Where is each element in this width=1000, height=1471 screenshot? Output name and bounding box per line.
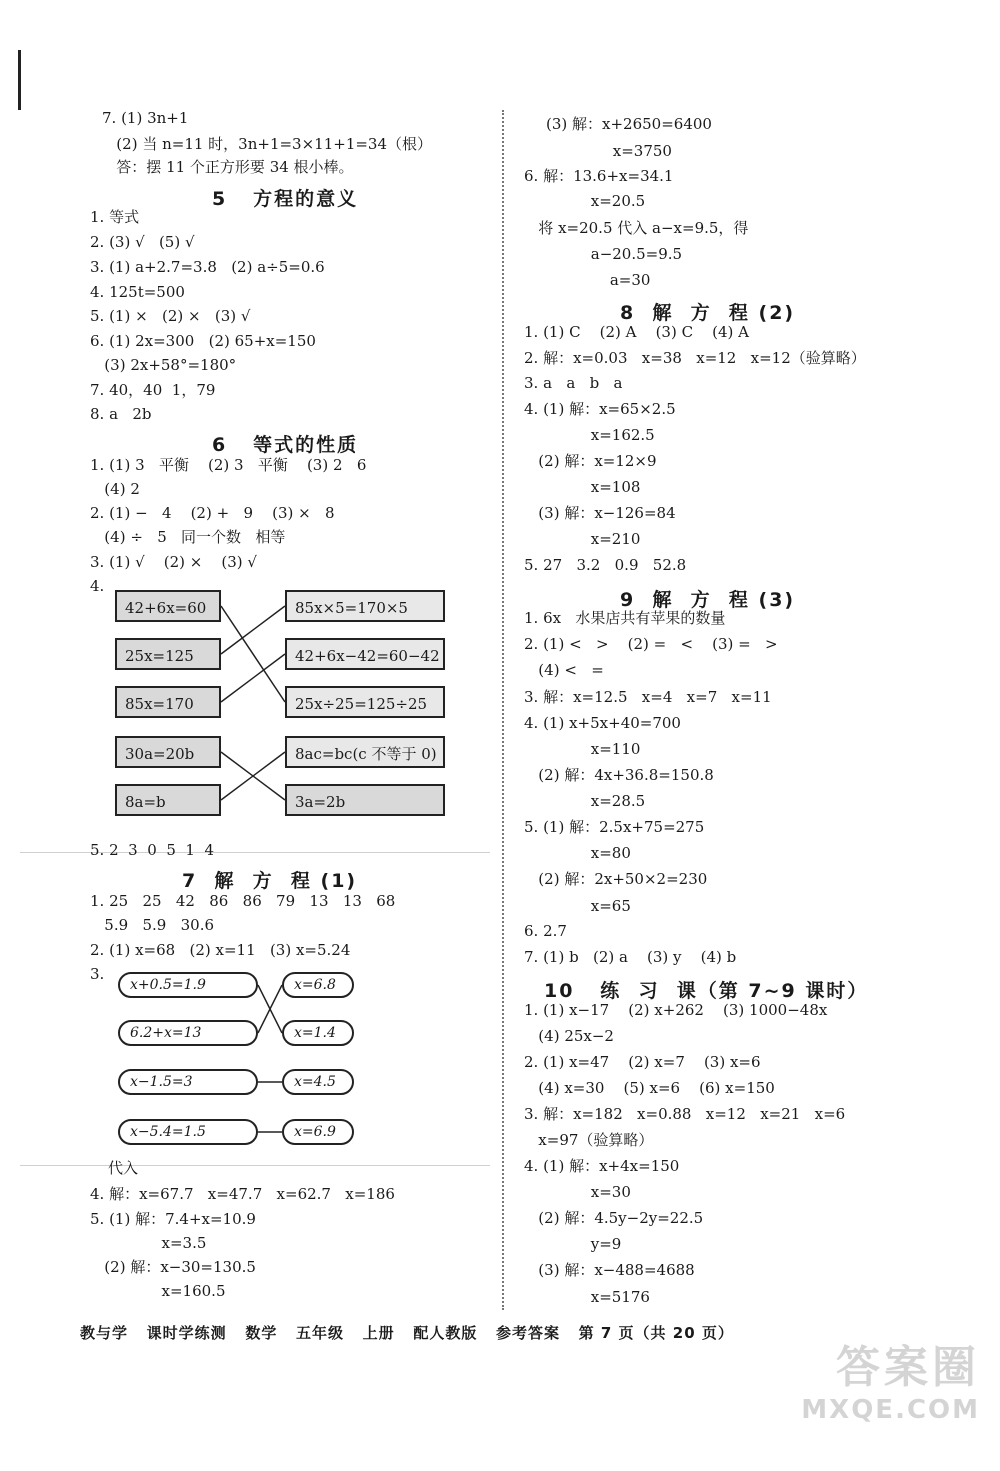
text-line: (4) 2 bbox=[90, 480, 140, 498]
watermark-title: 答案圈 bbox=[836, 1342, 980, 1393]
equation-pill: x−1.5=3 bbox=[118, 1069, 258, 1095]
text-line: x=97（验算略） bbox=[524, 1131, 654, 1149]
section-title-9: 9 解 方 程 (3) bbox=[620, 589, 796, 611]
text-line: (2) 解：x−30=130.5 bbox=[90, 1258, 256, 1276]
text-line: a=30 bbox=[524, 271, 651, 289]
text-line: 3. (1) a+2.7=3.8 (2) a÷5=0.6 bbox=[90, 258, 325, 276]
section-title-6: 6 等式的性质 bbox=[212, 434, 359, 456]
text-line: a−20.5=9.5 bbox=[524, 245, 683, 263]
equation-pill: x−5.4=1.5 bbox=[118, 1119, 258, 1145]
text-line: x=3750 bbox=[546, 142, 672, 160]
text-line: 5. (1) 解：7.4+x=10.9 bbox=[90, 1210, 256, 1228]
text-line: 将 x=20.5 代入 a−x=9.5，得 bbox=[524, 219, 749, 237]
text-line: (3) 解：x−126=84 bbox=[524, 504, 676, 522]
text-line: x=108 bbox=[524, 478, 641, 496]
match-box-left: 85x=170 bbox=[115, 686, 221, 718]
match-box-right: 3a=2b bbox=[285, 784, 445, 816]
text-line: (2) 解：x=12×9 bbox=[524, 452, 657, 470]
text-line: (2) 解：4x+36.8=150.8 bbox=[524, 766, 714, 784]
text-line: (3) 解：x−488=4688 bbox=[524, 1261, 695, 1279]
section-title-7: 7 解 方 程 (1) bbox=[182, 870, 358, 892]
solution-pill: x=4.5 bbox=[282, 1069, 354, 1095]
text-line: x=65 bbox=[524, 897, 631, 915]
text-line: 2. (1) < > (2) = < (3) = > bbox=[524, 635, 778, 653]
match-box-left: 30a=20b bbox=[115, 736, 221, 768]
site-watermark bbox=[710, 1331, 980, 1461]
match-box-right: 85x×5=170×5 bbox=[285, 590, 445, 622]
text-line: 4. (1) 解：x=65×2.5 bbox=[524, 400, 676, 418]
text-line: x=210 bbox=[524, 530, 641, 548]
text-line: 5. (1) 解：2.5x+75=275 bbox=[524, 818, 705, 836]
text-line: (3) 解：x+2650=6400 bbox=[546, 115, 712, 133]
solution-pill: x=6.9 bbox=[282, 1119, 354, 1145]
text-line: x=110 bbox=[524, 740, 641, 758]
text-line: 6. 解：13.6+x=34.1 bbox=[524, 167, 674, 185]
text-line: x=30 bbox=[524, 1183, 631, 1201]
margin-bar bbox=[18, 50, 21, 110]
text-line: 2. (3) √ (5) √ bbox=[90, 233, 195, 251]
text-line: 3. 解：x=182 x=0.88 x=12 x=21 x=6 bbox=[524, 1105, 846, 1123]
text-line: 5.9 5.9 30.6 bbox=[90, 916, 215, 934]
text-line: 2. (1) x=47 (2) x=7 (3) x=6 bbox=[524, 1053, 761, 1071]
text-line: 代入 bbox=[108, 1159, 139, 1177]
text-line: 1. 6x 水果店共有苹果的数量 bbox=[524, 609, 726, 627]
text-line: x=3.5 bbox=[90, 1234, 207, 1252]
match-box-right: 25x÷25=125÷25 bbox=[285, 686, 445, 718]
text-line: 3. (1) √ (2) × (3) √ bbox=[90, 553, 257, 571]
text-line: (4) 25x−2 bbox=[524, 1027, 614, 1045]
text-line: 7. 40，40 1，79 bbox=[90, 381, 216, 399]
page-footer: 教与学 课时学练测 数学 五年级 上册 配人教版 参考答案 第 7 页（共 20 页） bbox=[80, 1324, 734, 1342]
text-line: 6. (1) 2x=300 (2) 65+x=150 bbox=[90, 332, 316, 350]
text-line: 4. 解：x=67.7 x=47.7 x=62.7 x=186 bbox=[90, 1185, 395, 1203]
section-title-5: 5 方程的意义 bbox=[212, 188, 359, 210]
match-box-left: 8a=b bbox=[115, 784, 221, 816]
faint-rule bbox=[20, 1165, 490, 1166]
text-line: 5. 27 3.2 0.9 52.8 bbox=[524, 556, 687, 574]
text-line: (2) 解：4.5y−2y=22.5 bbox=[524, 1209, 704, 1227]
match-box-right: 8ac=bc(c 不等于 0) bbox=[285, 736, 445, 768]
text-line: 5. 2 3 0 5 1 4 bbox=[90, 841, 215, 859]
text-line: 3. 解：x=12.5 x=4 x=7 x=11 bbox=[524, 688, 772, 706]
text-line: x=160.5 bbox=[90, 1282, 226, 1300]
text-line: 3. bbox=[90, 965, 105, 983]
text-line: 7. (1) b (2) a (3) y (4) b bbox=[524, 948, 737, 966]
text-line: 8. a 2b bbox=[90, 405, 152, 423]
text-line: 1. (1) C (2) A (3) C (4) A bbox=[524, 323, 749, 341]
solution-pill: x=1.4 bbox=[282, 1020, 354, 1046]
text-line: 6. 2.7 bbox=[524, 922, 567, 940]
text-line: 5. (1) × (2) × (3) √ bbox=[90, 307, 251, 325]
text-line: (2) 解：2x+50×2=230 bbox=[524, 870, 708, 888]
equation-pill: 6.2+x=13 bbox=[118, 1020, 258, 1046]
text-line: (4) < = bbox=[524, 661, 604, 679]
text-line: 答：摆 11 个正方形要 34 根小棒。 bbox=[102, 158, 354, 176]
text-line: 4. (1) 解：x+4x=150 bbox=[524, 1157, 680, 1175]
text-line: y=9 bbox=[524, 1235, 622, 1253]
text-line: 3. a a b a bbox=[524, 374, 623, 392]
text-line: x=5176 bbox=[524, 1288, 650, 1306]
match-box-left: 42+6x=60 bbox=[115, 590, 221, 622]
section-title-8: 8 解 方 程 (2) bbox=[620, 302, 796, 324]
text-line: (3) 2x+58°=180° bbox=[90, 356, 237, 374]
section-title-10: 10 练 习 课（第 7~9 课时） bbox=[544, 980, 869, 1002]
text-line: x=20.5 bbox=[524, 192, 646, 210]
text-line: 1. (1) 3 平衡 (2) 3 平衡 (3) 2 6 bbox=[90, 456, 367, 474]
solution-pill: x=6.8 bbox=[282, 972, 354, 998]
watermark-url: MXQE.COM bbox=[801, 1395, 980, 1425]
match-box-left: 25x=125 bbox=[115, 638, 221, 670]
text-line: 2. 解：x=0.03 x=38 x=12 x=12（验算略） bbox=[524, 349, 866, 367]
text-line: 2. (1) x=68 (2) x=11 (3) x=5.24 bbox=[90, 941, 351, 959]
text-line: x=80 bbox=[524, 844, 631, 862]
match-box-right: 42+6x−42=60−42 bbox=[285, 638, 445, 670]
column-divider bbox=[502, 110, 504, 1310]
text-line: 1. 25 25 42 86 86 79 13 13 68 bbox=[90, 892, 396, 910]
text-line: 1. 等式 bbox=[90, 208, 140, 226]
text-line: 1. (1) x−17 (2) x+262 (3) 1000−48x bbox=[524, 1001, 828, 1019]
text-line: 4. bbox=[90, 577, 105, 595]
text-line: (4) ÷ 5 同一个数 相等 bbox=[90, 528, 286, 546]
text-line: x=162.5 bbox=[524, 426, 655, 444]
text-line: (4) x=30 (5) x=6 (6) x=150 bbox=[524, 1079, 775, 1097]
text-line: x=28.5 bbox=[524, 792, 646, 810]
equation-pill: x+0.5=1.9 bbox=[118, 972, 258, 998]
text-line: 7. (1) 3n+1 bbox=[102, 109, 189, 127]
text-line: (2) 当 n=11 时，3n+1=3×11+1=34（根） bbox=[102, 135, 433, 153]
text-line: 4. (1) x+5x+40=700 bbox=[524, 714, 681, 732]
text-line: 2. (1) − 4 (2) + 9 (3) × 8 bbox=[90, 504, 335, 522]
text-line: 4. 125t=500 bbox=[90, 283, 185, 301]
